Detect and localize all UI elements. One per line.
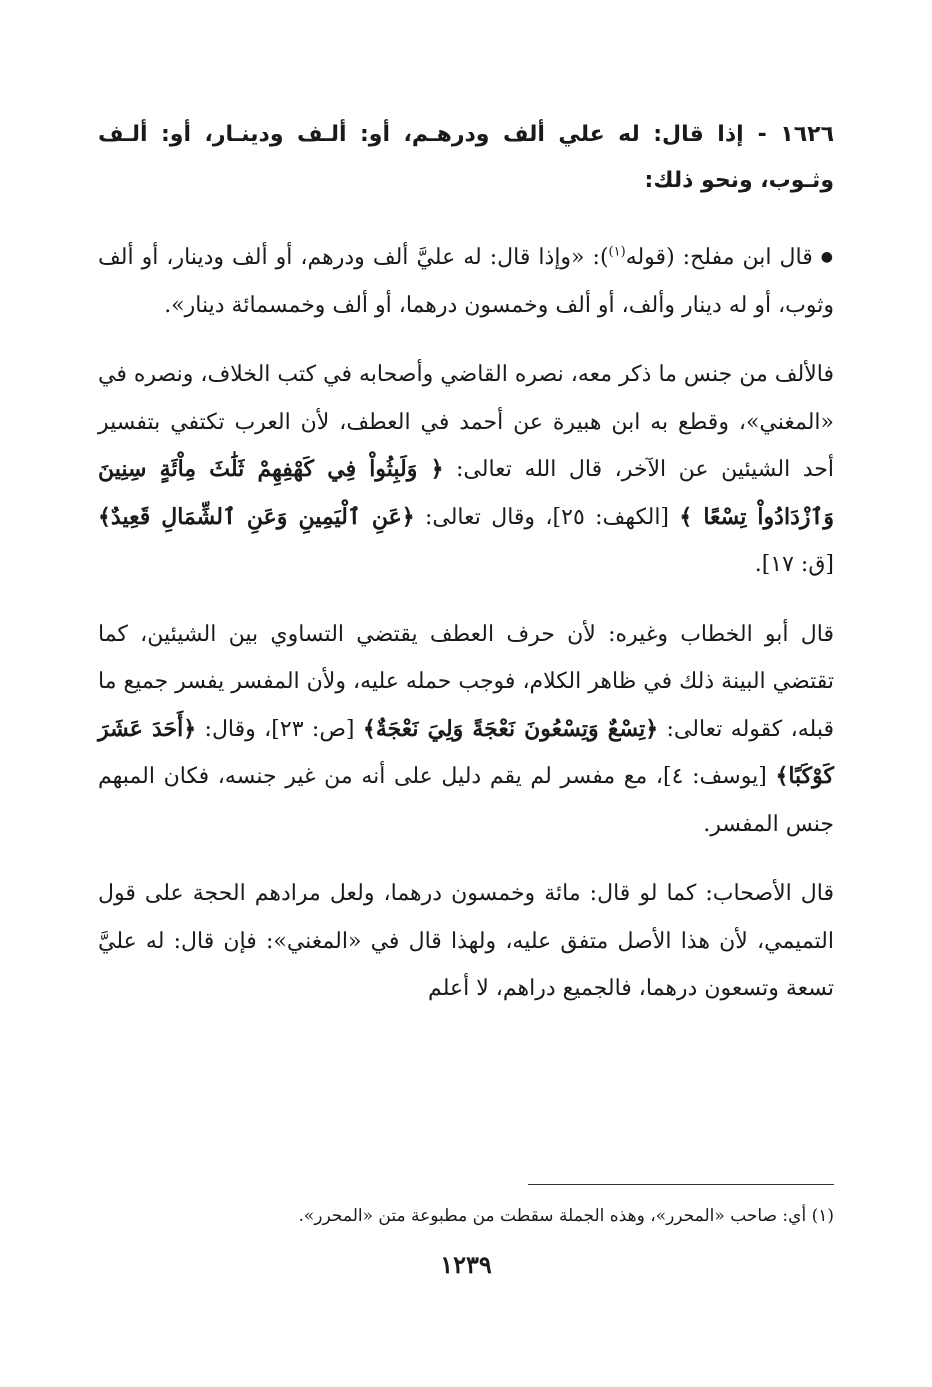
issue-heading (98, 112, 834, 204)
paragraph-text-rest: ): «وإذا قال: له عليَّ ألف ودرهم، أو ألف ودينار، أو ألف وثوب، أو له دينار وألف، أو ألف وخمسون درهما، أو ألف وخمسمائة دينار». (98, 245, 834, 318)
footnote-divider (528, 1184, 834, 1185)
paragraph-alf-jins (98, 351, 834, 589)
paragraph-text: قال أبو الخطاب وغيره: لأن حرف العطف يقتضي التساوي بين الشيئين، كما تقتضي البينة ذلك في ظاهر الكلام، فوجب حمله عليه، ولأن المفسر يفسر جميع ما قبله، كقوله تعالى: (98, 621, 835, 742)
page-number: ١٢٣٩ (440, 1250, 492, 1279)
paragraph-abu-al-khattab (98, 611, 834, 849)
verse-reference: [ق: ١٧]. (754, 552, 834, 578)
footnote-ref: (١) (608, 244, 626, 260)
verse-reference: [ص: ٢٣]، وقال: (204, 716, 355, 742)
paragraph-ibn-muflih (98, 234, 834, 329)
paragraph-al-ashab: قال الأصحاب: كما لو قال: مائة وخمسون درهما، ولعل مرادهم الحجة على قول التميمي، لأن هذا الأصل متفق عليه، ولهذا قال في «المغني»: فإن قال: له عليَّ تسعة وتسعون درهما، فالجميع دراهم، لا أعلم (98, 881, 834, 1002)
issue-heading-text: إذا قال: له علي ألف ودرهـم، أو: ألـف ودينـار، أو: ألـف وثـوب، ونحو ذلك: (98, 122, 834, 193)
quran-verse: ﴿أَحَدَ عَشَرَ كَوْكَبًا﴾ (98, 715, 834, 790)
paragraph-text: فالألف من جنس ما ذكر معه، نصره القاضي وأصحابه في كتب الخلاف، ونصره في «المغني»، وقطع به ابن هبيرة عن أحمد في العطف، لأن العرب تكتفي بتفسير أحد الشيئين عن الآخر، قال الله تعالى: (98, 362, 834, 483)
quran-verse: ﴿تِسْعٌ وَتِسْعُونَ نَعْجَةً وَلِيَ نَعْجَةٌ﴾ (362, 715, 659, 742)
quran-verse: ﴿عَنِ ٱلْيَمِينِ وَعَنِ ٱلشِّمَالِ قَعِيدٌ﴾ (98, 503, 415, 530)
footnote: (١) أي: صاحب «المحرر»، وهذه الجملة سقطت من مطبوعة متن «المحرر». (298, 1206, 834, 1226)
paragraph-text: [يوسف: ٤]، مع مفسر لم يقم دليل على أنه من غير جنسه، فكان المبهم جنس المفسر. (98, 764, 834, 837)
issue-number: ١٦٢٦ - (757, 122, 834, 147)
bullet-icon: ● (820, 249, 835, 266)
paragraph-text-start: قال ابن مفلح: (قوله (625, 245, 813, 270)
quran-verse: ﴿ وَلَبِثُواْ فِي كَهْفِهِمْ ثَلَٰثَ مِاْئَةٍ سِنِينَ وَٱزْدَادُواْ تِسْعًا ﴾ (98, 456, 835, 530)
verse-reference: [الكهف: ٢٥]، وقال تعالى: (424, 504, 670, 530)
